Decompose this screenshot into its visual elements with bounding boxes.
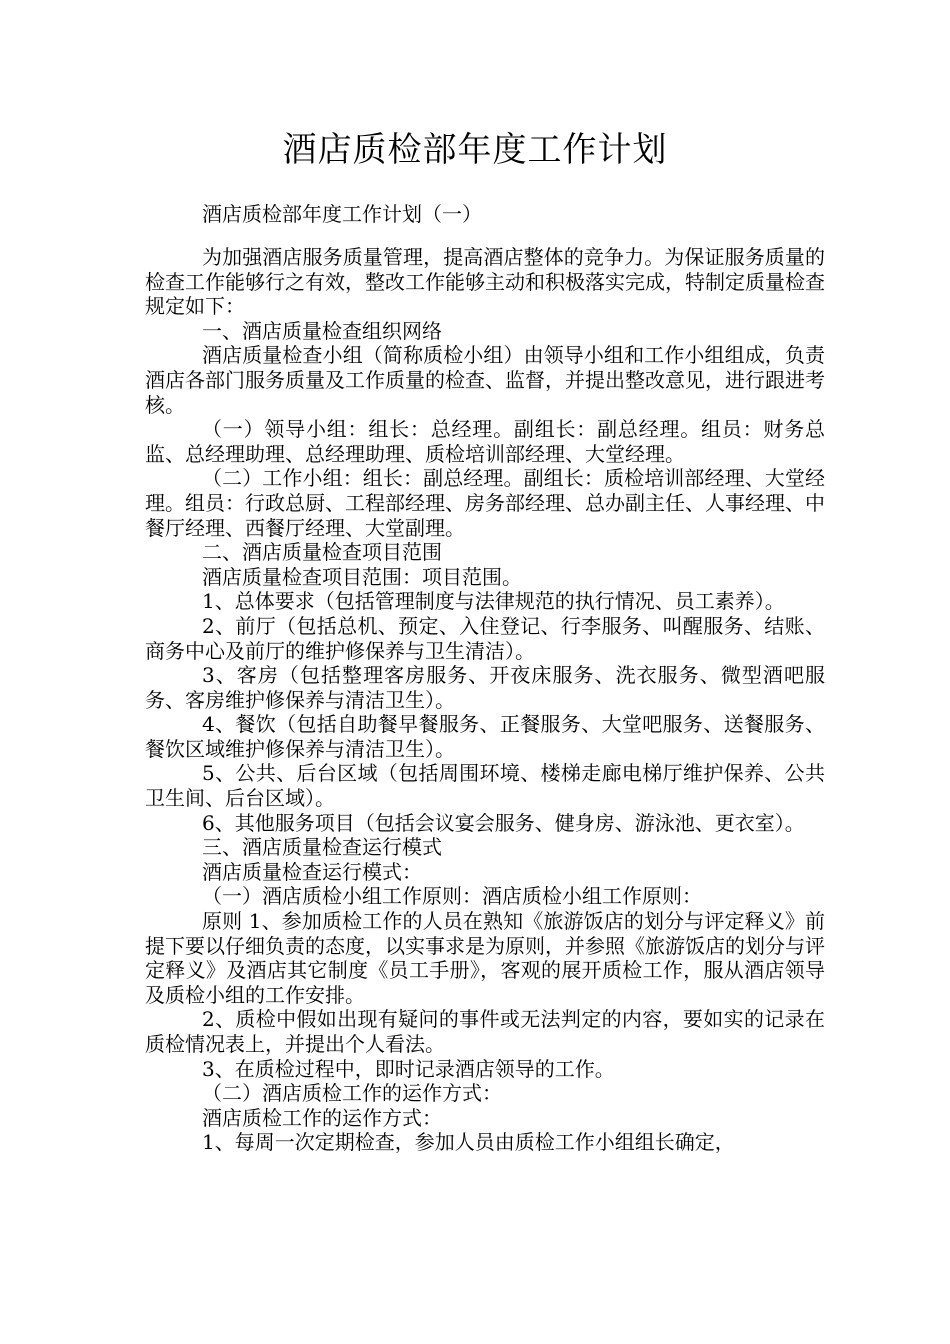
- document-subtitle: 酒店质检部年度工作计划（一）: [202, 202, 482, 226]
- paragraph: （二）酒店质检工作的运作方式：: [202, 1081, 502, 1106]
- list-item: 3、客房（包括整理客房服务、开夜床服务、洗衣服务、微型酒吧服务、客房维护修保养与清洁卫生）。: [145, 663, 825, 712]
- list-item: 6、其他服务项目（包括会议宴会服务、健身房、游泳池、更衣室）。: [202, 810, 805, 835]
- paragraph: （一）领导小组：组长：总经理。副组长：副总经理。组员：财务总监、总经理助理、总经理助理、质检培训部经理、大堂经理。: [145, 417, 825, 466]
- document-body: [145, 245, 825, 1155]
- paragraph: 酒店质量检查运行模式：: [202, 859, 422, 884]
- list-item: 3、在质检过程中，即时记录酒店领导的工作。: [202, 1056, 615, 1081]
- list-item: 1、每周一次定期检查，参加人员由质检工作小组组长确定，: [202, 1130, 735, 1155]
- section-heading: 二、酒店质量检查项目范围: [202, 540, 442, 565]
- section-heading: 一、酒店质量检查组织网络: [202, 318, 442, 343]
- paragraph: 为加强酒店服务质量管理，提高酒店整体的竞争力。为保证服务质量的检查工作能够行之有效，整改工作能够主动和积极落实完成，特制定质量检查规定如下：: [145, 245, 825, 319]
- list-item: 原则 1、参加质检工作的人员在熟知《旅游饭店的划分与评定释义》前提下要以仔细负责的态度，以实事求是为原则，并参照《旅游饭店的划分与评定释义》及酒店其它制度《员工手册》，客观的展开质检工作，服从酒店领导及质检小组的工作安排。: [145, 909, 825, 1007]
- paragraph: 酒店质检工作的运作方式：: [202, 1105, 442, 1130]
- document-title: 酒店质检部年度工作计划: [282, 130, 668, 170]
- paragraph: 酒店质量检查小组（简称质检小组）由领导小组和工作小组组成，负责酒店各部门服务质量及工作质量的检查、监督，并提出整改意见，进行跟进考核。: [145, 343, 825, 417]
- list-item: 2、前厅（包括总机、预定、入住登记、行李服务、叫醒服务、结账、商务中心及前厅的维护修保养与卫生清洁）。: [145, 613, 825, 663]
- list-item: 1、总体要求（包括管理制度与法律规范的执行情况、员工素养）。: [202, 589, 785, 614]
- list-item: 5、公共、后台区域（包括周围环境、楼梯走廊电梯厅维护保养、公共卫生间、后台区域）。: [145, 761, 825, 811]
- list-item: 4、餐饮（包括自助餐早餐服务、正餐服务、大堂吧服务、送餐服务、餐饮区域维护修保养与清洁卫生）。: [145, 712, 825, 761]
- paragraph: （二）工作小组：组长：副总经理。副组长：质检培训部经理、大堂经理。组员：行政总厨、工程部经理、房务部经理、总办副主任、人事经理、中餐厅经理、西餐厅经理、大堂副理。: [145, 466, 825, 540]
- paragraph: （一）酒店质检小组工作原则：酒店质检小组工作原则：: [202, 884, 702, 909]
- section-heading: 三、酒店质量检查运行模式: [202, 835, 442, 860]
- paragraph: 酒店质量检查项目范围：项目范围。: [202, 564, 522, 589]
- list-item: 2、质检中假如出现有疑问的事件或无法判定的内容，要如实的记录在质检情况表上，并提出个人看法。: [145, 1007, 825, 1056]
